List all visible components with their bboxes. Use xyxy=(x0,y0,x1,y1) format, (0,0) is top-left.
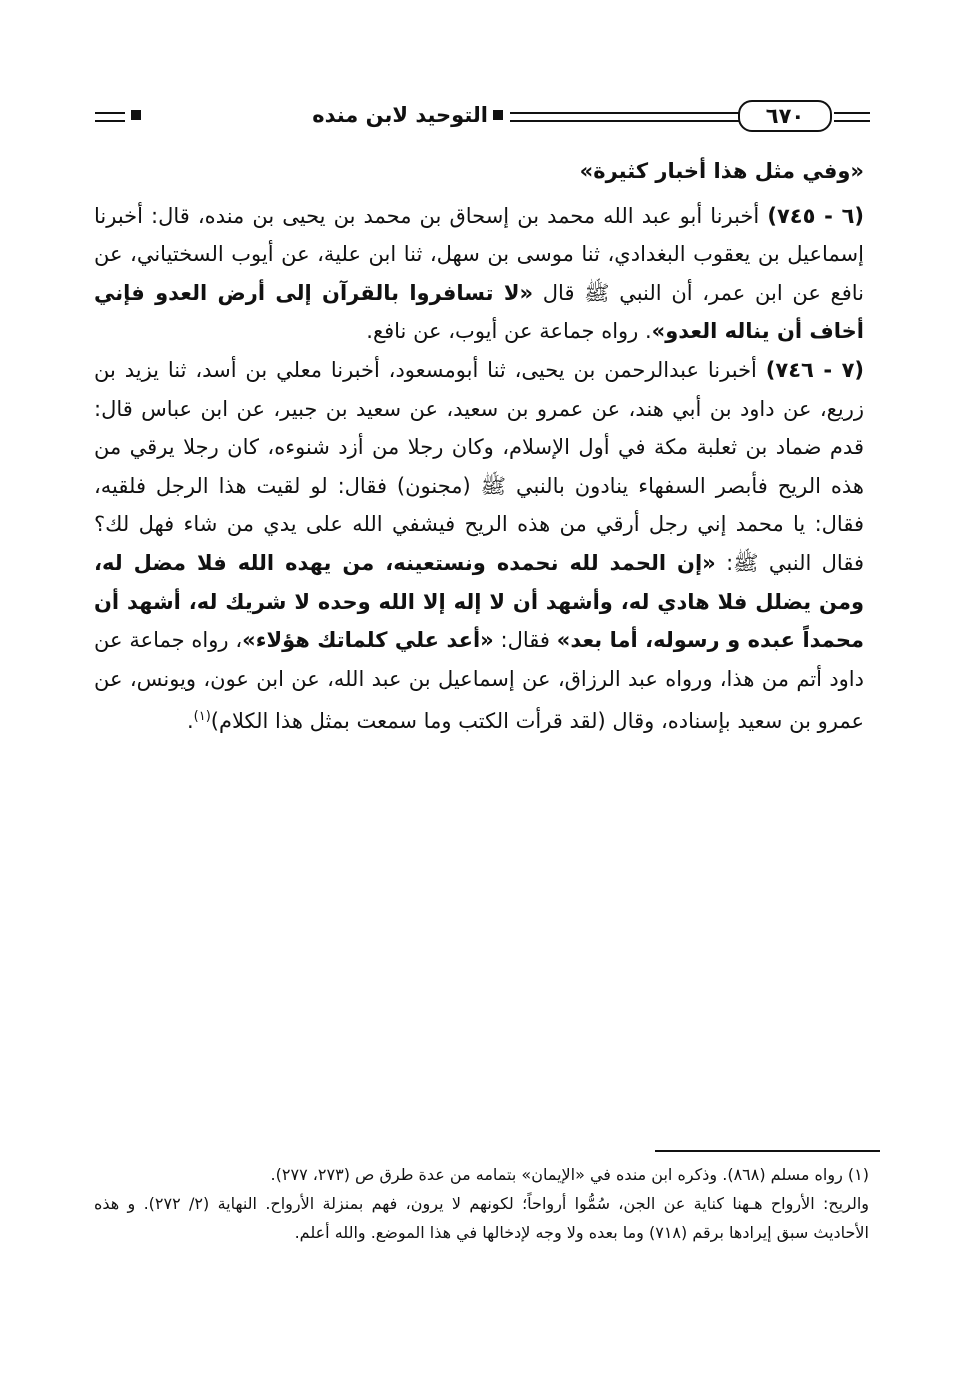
hadith-text: . رواه جماعة عن أيوب، عن نافع. xyxy=(366,319,652,344)
footnote-separator xyxy=(655,1150,880,1152)
hadith-text: ، رواه جماعة عن داود أتم من هذا، ورواه عبد الرزاق، عن إسماعيل بن عبد الله، عن ابن عون، ويونس، عن عمرو بن سعيد بإسناده، وقال (لقد قرأت الكتب وما سمعت بمثل هذا الكلام) xyxy=(94,628,864,734)
hadith-number: (٧ - ٧٤٦) xyxy=(765,357,864,382)
hadith-746 xyxy=(94,351,864,741)
footnote-1: (١) رواه مسلم (٨٦٨). وذكره ابن منده في «الإيمان» بتمامه من عدة طرق ص (٢٧٣، ٢٧٧). xyxy=(270,1165,869,1184)
page-number: ٦٧٠ xyxy=(738,100,832,132)
hadith-745 xyxy=(94,197,864,351)
footnotes xyxy=(94,1160,869,1247)
hadith-text: أخبرنا عبدالرحمن بن يحيى، ثنا أبومسعود، أخبرنا معلي بن أسد، ثنا يزيد بن زريع، عن داود بن أبي هند، عن عمرو بن سعيد، عن سعيد بن جبير، عن ابن عباس قال: قدم ضماد بن ثعلبة مكة في أول الإسلام، وكان رجلا من أزد شنوءه، كان رجلا يرقي من هذه الريح فأبصر السفهاء ينادون بالنبي ﷺ (مجنون) فقال: لو لقيت هذا الرجل فلقيه، فقال: يا محمد إني رجل أرقي من هذه الريح فيشفي الله على يدي من شاء فهل لك؟ فقال النبي ﷺ: xyxy=(94,357,864,575)
header-rule-middle xyxy=(510,112,740,122)
hadith-text: . xyxy=(186,709,194,734)
hadith-text: أخبرنا أبو عبد الله محمد بن إسحاق بن محمد بن يحيى بن منده، قال: أخبرنا إسماعيل بن يعقوب البغدادي، ثنا موسى بن سهل، ثنا ابن علية، عن أيوب السختياني، عن نافع عن ابن عمر، أن النبي ﷺ قال xyxy=(94,203,865,305)
hadith-quote: «أعد علي كلماتك هؤلاء» xyxy=(242,628,494,653)
hadith-quote: «إن الحمد لله نحمده ونستعينه، من يهده الله فلا مضل له، ومن يضلل فلا هادي له، وأشهد أن لا إله إلا الله وحده لا شريك له، أشهد أن محمداً عبده و رسوله، أما بعد» xyxy=(94,550,865,653)
intro-line: «وفي مثل هذا أخبار كثيرة» xyxy=(579,159,864,183)
header-rule-right xyxy=(834,112,870,122)
square-ornament-icon xyxy=(493,110,503,120)
main-text xyxy=(94,152,864,741)
page-header xyxy=(95,96,870,136)
header-rule-left xyxy=(95,112,125,122)
hadith-number: (٦ - ٧٤٥) xyxy=(767,203,864,228)
square-ornament-icon xyxy=(131,110,141,120)
hadith-text: فقال: xyxy=(500,628,550,653)
footnote-1-continued: والريح: الأرواح هـهنا كناية عن الجن، سُمُّوا أرواحاً؛ لكونهم لا يرون، فهم بمنزلة الأرواح. النهاية (٢/ ٢٧٢). و هذه الأحاديث سبق إيرادها برقم (٧١٨) وما بعده ولا وجه لإدخالها في هذا الموضع. والله أعلم. xyxy=(94,1194,869,1242)
hadith-quote: «لا تسافروا بالقرآن إلى أرض العدو فإني أخاف أن يناله العدو» xyxy=(94,280,864,344)
book-title: التوحيد لابن منده xyxy=(312,103,488,127)
footnote-reference[interactable]: (١) xyxy=(193,709,211,725)
